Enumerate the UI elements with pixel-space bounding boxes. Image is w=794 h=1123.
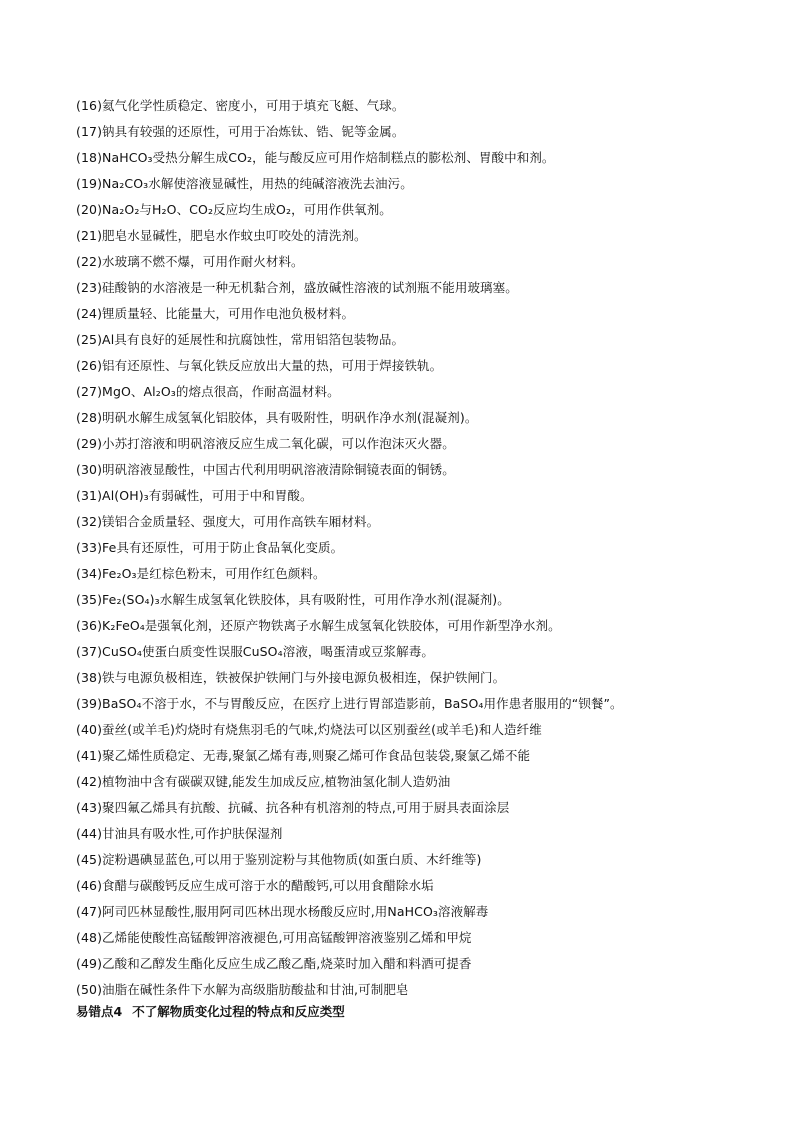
list-item: (19)Na₂CO₃水解使溶液显碱性，用热的纯碱溶液洗去油污。 <box>76 176 413 191</box>
list-item: (46)食醋与碳酸钙反应生成可溶于水的醋酸钙,可以用食醋除水垢 <box>76 878 434 893</box>
list-item: (24)锂质量轻、比能量大，可用作电池负极材料。 <box>76 306 355 321</box>
list-item: (29)小苏打溶液和明矾溶液反应生成二氧化碳，可以作泡沫灭火器。 <box>76 436 455 451</box>
list-item: (38)铁与电源负极相连，铁被保护铁闸门与外接电源负极相连，保护铁闸门。 <box>76 670 506 685</box>
list-item: (44)甘油具有吸水性,可作护肤保湿剂 <box>76 826 283 841</box>
list-item: (39)BaSO₄不溶于水，不与胃酸反应，在医疗上进行胃部造影前，BaSO₄用作患者服用的“钡餐”。 <box>76 696 623 711</box>
section-title: 不了解物质变化过程的特点和反应类型 <box>132 1004 345 1019</box>
list-item: (49)乙酸和乙醇发生酯化反应生成乙酸乙酯,烧菜时加入醋和料酒可提香 <box>76 956 472 971</box>
list-item: (32)镁铝合金质量轻、强度大，可用作高铁车厢材料。 <box>76 514 380 529</box>
list-item: (16)氦气化学性质稳定、密度小，可用于填充飞艇、气球。 <box>76 98 405 113</box>
list-item: (40)蚕丝(或羊毛)灼烧时有烧焦羽毛的气味,灼烧法可以区别蚕丝(或羊毛)和人造纤维 <box>76 722 542 737</box>
list-item: (43)聚四氟乙烯具有抗酸、抗碱、抗各种有机溶剂的特点,可用于厨具表面涂层 <box>76 800 510 815</box>
list-item: (37)CuSO₄使蛋白质变性误服CuSO₄溶液，喝蛋清或豆浆解毒。 <box>76 644 434 659</box>
list-item: (28)明矾水解生成氢氧化铝胶体，具有吸附性，明矾作净水剂(混凝剂)。 <box>76 410 478 425</box>
list-item: (22)水玻璃不燃不爆，可用作耐火材料。 <box>76 254 304 269</box>
list-item: (17)钠具有较强的还原性，可用于冶炼钛、锆、铌等金属。 <box>76 124 405 139</box>
list-item: (33)Fe具有还原性，可用于防止食品氧化变质。 <box>76 540 344 555</box>
list-item: (27)MgO、Al₂O₃的熔点很高，作耐高温材料。 <box>76 384 340 399</box>
list-item: (31)Al(OH)₃有弱碱性，可用于中和胃酸。 <box>76 488 313 503</box>
list-item: (47)阿司匹林显酸性,服用阿司匹林出现水杨酸反应时,用NaHCO₃溶液解毒 <box>76 904 489 919</box>
section-heading <box>76 1000 345 1024</box>
list-item: (23)硅酸钠的水溶液是一种无机黏合剂，盛放碱性溶液的试剂瓶不能用玻璃塞。 <box>76 280 518 295</box>
list-item: (41)聚乙烯性质稳定、无毒,聚氯乙烯有毒,则聚乙烯可作食品包装袋,聚氯乙烯不能 <box>76 748 531 763</box>
list-item: (36)K₂FeO₄是强氧化剂，还原产物铁离子水解生成氢氧化铁胶体，可用作新型净水剂。 <box>76 618 561 633</box>
list-item: (45)淀粉遇碘显蓝色,可以用于鉴别淀粉与其他物质(如蛋白质、木纤维等) <box>76 852 482 867</box>
list-item: (21)肥皂水显碱性，肥皂水作蚊虫叮咬处的清洗剂。 <box>76 228 367 243</box>
list-item: (26)铝有还原性、与氧化铁反应放出大量的热，可用于焊接铁轨。 <box>76 358 443 373</box>
list-item: (34)Fe₂O₃是红棕色粉末，可用作红色颜料。 <box>76 566 326 581</box>
fact-list <box>76 93 726 1003</box>
list-item: (18)NaHCO₃受热分解生成CO₂，能与酸反应可用作焙制糕点的膨松剂、胃酸中和剂。 <box>76 150 555 165</box>
section-tag: 易错点4 <box>76 1004 123 1019</box>
list-item: (20)Na₂O₂与H₂O、CO₂反应均生成O₂，可用作供氧剂。 <box>76 202 392 217</box>
list-item: (50)油脂在碱性条件下水解为高级脂肪酸盐和甘油,可制肥皂 <box>76 982 409 997</box>
list-item: (48)乙烯能使酸性高锰酸钾溶液褪色,可用高锰酸钾溶液鉴别乙烯和甲烷 <box>76 930 472 945</box>
list-item: (30)明矾溶液显酸性，中国古代利用明矾溶液清除铜镜表面的铜锈。 <box>76 462 455 477</box>
list-item: (42)植物油中含有碳碳双键,能发生加成反应,植物油氢化制人造奶油 <box>76 774 451 789</box>
list-item: (25)Al具有良好的延展性和抗腐蚀性，常用铝箔包装物品。 <box>76 332 405 347</box>
list-item: (35)Fe₂(SO₄)₃水解生成氢氧化铁胶体，具有吸附性，可用作净水剂(混凝剂)。 <box>76 592 510 607</box>
